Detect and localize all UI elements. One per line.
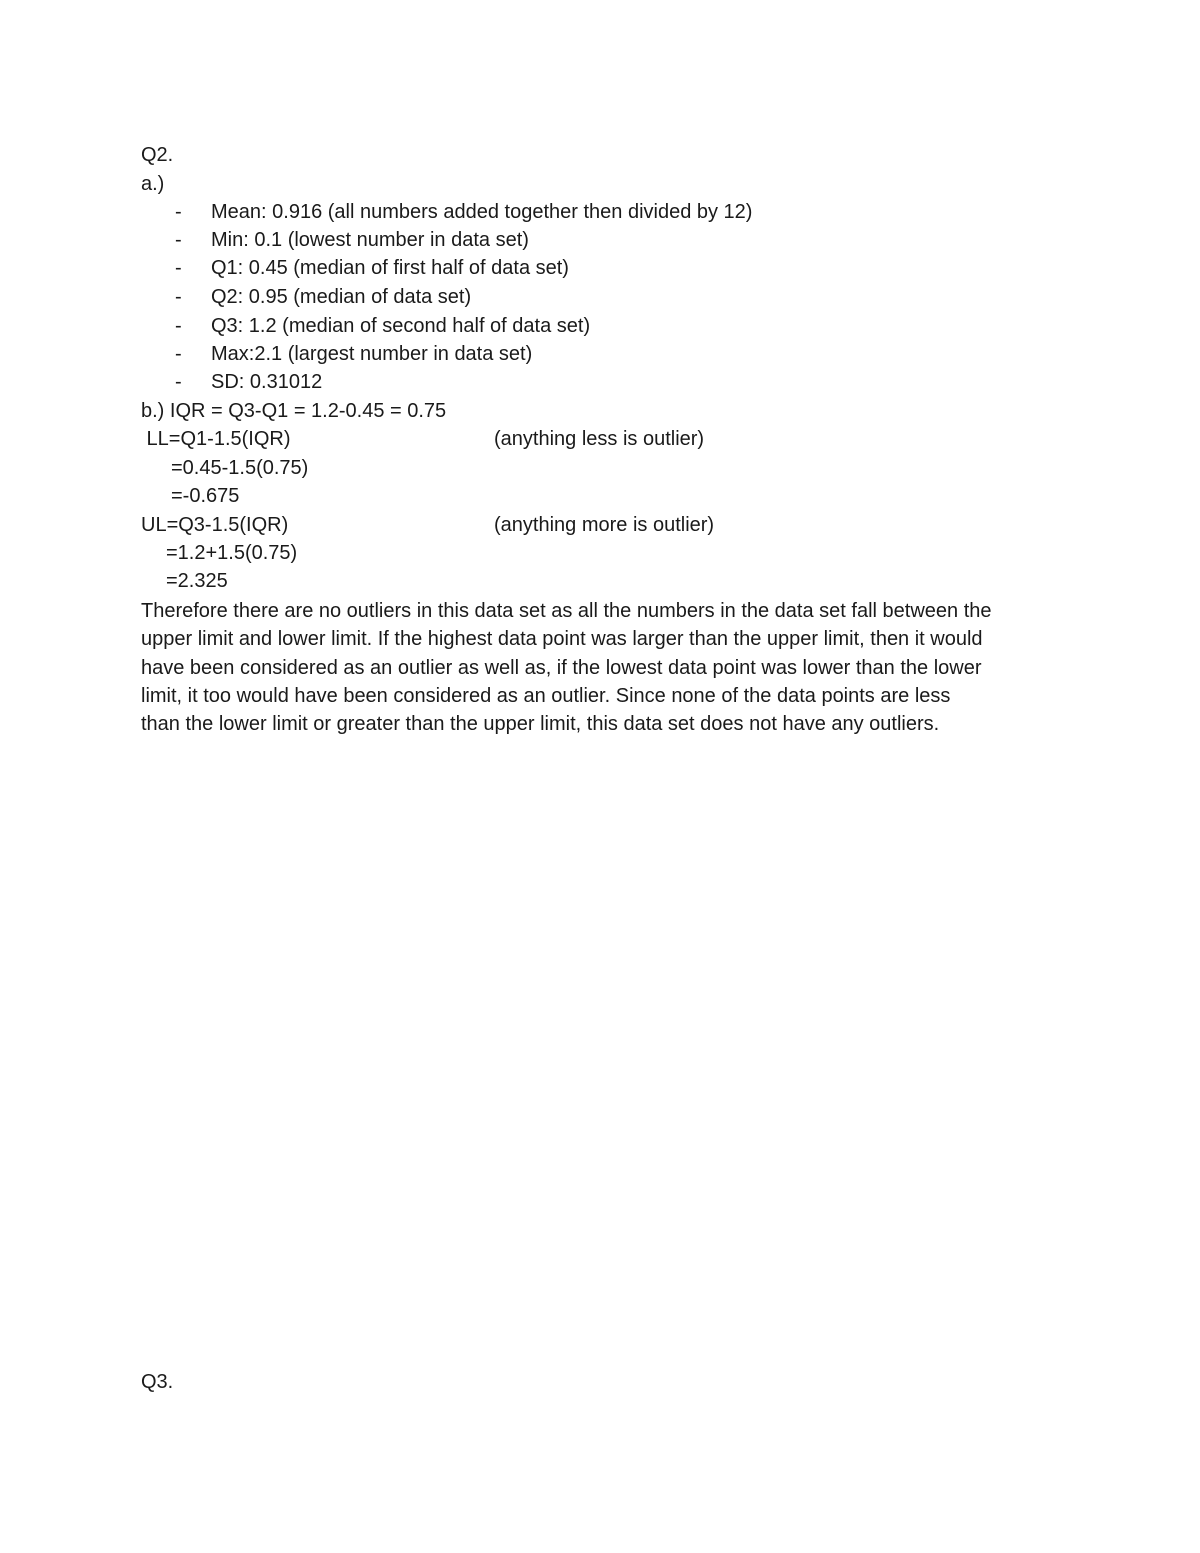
lower-limit-step-1: =0.45-1.5(0.75) — [171, 457, 309, 479]
lower-limit-row — [0, 425, 1200, 453]
list-item — [0, 368, 1200, 396]
lower-limit-note: (anything less is outlier) — [494, 428, 705, 450]
part-a-label: a.) — [141, 173, 165, 195]
bullet-dash: - — [175, 371, 182, 393]
upper-limit-note: (anything more is outlier) — [494, 514, 715, 536]
list-item-text: SD: 0.31012 — [211, 371, 323, 393]
upper-limit-formula: UL=Q3-1.5(IQR) — [141, 514, 289, 536]
bullet-dash: - — [175, 286, 182, 308]
paragraph-line: upper limit and lower limit. If the highest data point was larger than the upper limit, then it would — [141, 628, 983, 650]
list-item — [0, 283, 1200, 311]
list-item-text: Q2: 0.95 (median of data set) — [211, 286, 472, 308]
paragraph-line: have been considered as an outlier as well as, if the lowest data point was lower than the lower — [141, 657, 982, 679]
list-item — [0, 226, 1200, 254]
upper-limit-step-1: =1.2+1.5(0.75) — [166, 542, 298, 564]
paragraph-line: than the lower limit or greater than the upper limit, this data set does not have any outliers. — [141, 713, 940, 735]
list-item — [0, 340, 1200, 368]
list-item — [0, 198, 1200, 226]
lower-limit-formula: LL=Q1-1.5(IQR) — [141, 428, 291, 450]
list-item-text: Q3: 1.2 (median of second half of data set) — [211, 315, 591, 337]
list-item-text: Max:2.1 (largest number in data set) — [211, 343, 533, 365]
list-item — [0, 254, 1200, 282]
bullet-dash: - — [175, 315, 182, 337]
list-item — [0, 312, 1200, 340]
q3-heading: Q3. — [141, 1371, 174, 1393]
lower-limit-step-2: =-0.675 — [171, 485, 240, 507]
bullet-dash: - — [175, 257, 182, 279]
paragraph-line: limit, it too would have been considered as an outlier. Since none of the data points are less — [141, 685, 951, 707]
list-item-text: Mean: 0.916 (all numbers added together then divided by 12) — [211, 201, 753, 223]
list-item-text: Q1: 0.45 (median of first half of data set) — [211, 257, 569, 279]
bullet-dash: - — [175, 229, 182, 251]
iqr-line: b.) IQR = Q3-Q1 = 1.2-0.45 = 0.75 — [141, 400, 447, 422]
bullet-dash: - — [175, 201, 182, 223]
list-item-text: Min: 0.1 (lowest number in data set) — [211, 229, 529, 251]
q2-heading: Q2. — [141, 144, 174, 166]
bullet-dash: - — [175, 343, 182, 365]
paragraph-line: Therefore there are no outliers in this data set as all the numbers in the data set fall between the — [141, 600, 992, 622]
upper-limit-step-2: =2.325 — [166, 570, 228, 592]
upper-limit-row — [0, 511, 1200, 539]
